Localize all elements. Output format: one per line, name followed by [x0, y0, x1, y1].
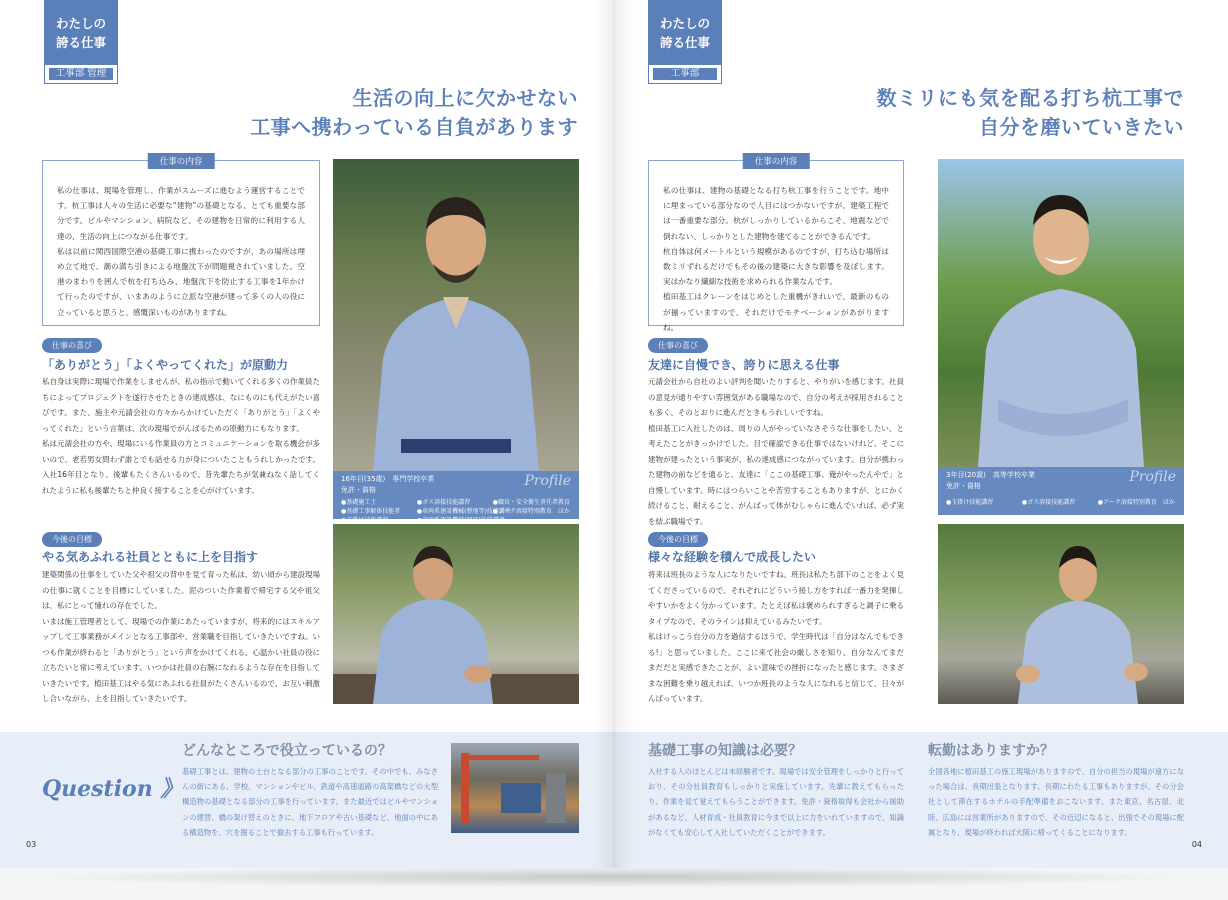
qualification-item: ●ガス溶接技能講習: [416, 499, 471, 506]
left-page: [0, 0, 614, 868]
qualification-list: [938, 492, 1184, 507]
profile-license-heading: 免許・資格: [946, 482, 981, 490]
qualification-item: ●ガス溶接技能講習: [1021, 499, 1076, 506]
qualification-item: ●アーク溶接特別教育 ほか: [492, 508, 570, 515]
profile-career: 16年目(35歳) 専門学校卒業: [341, 475, 435, 483]
work-content-text: 私の仕事は、建物の基礎となる打ち杭工事を行うことです。地中に埋まっている部分なので人目にはつかないですが、建築工程では一番重要な部分。杭がしっかりしているからこそ、地震などで倒れない、しっかりとした建物を建てることができるんです。 杭自体は何メートルという規模があるのですが、打ち込む場所は数ミリずれるだけでもその後の建築に大きな影響を及ぼします。実はかなり繊細な技術を求められる作業なんです。 植田基工はクレーンをはじめとした重機がきれいで、最新のものが揃っていますので、それだけでモチベーションがあがりますね。: [663, 186, 889, 332]
page-headline: [250, 84, 578, 142]
crane-illustration: [451, 743, 579, 833]
profile-word: Profile: [1129, 469, 1176, 485]
seated-worker-illustration: [333, 524, 579, 704]
goal-heading: やる気あふれる社員とともに上を目指す: [42, 550, 259, 564]
seated-worker-illustration: [938, 524, 1184, 704]
work-content-box: [648, 157, 904, 332]
department-label: 工事部: [653, 68, 717, 80]
page-number: 03: [26, 840, 37, 849]
work-content-label: 仕事の内容: [743, 153, 810, 169]
goal-pill: 今後の目標: [648, 532, 708, 547]
qualification-item: ●アーク溶接特別教育 ほか: [1097, 499, 1175, 506]
worker-figure-illustration: [938, 159, 1184, 467]
profile-career: 3年目(20歳) 高等学校卒業: [946, 471, 1035, 479]
goal-heading: 様々な経験を積んで成長したい: [648, 550, 817, 564]
question-title: 基礎工事の知識は必要？: [648, 743, 802, 759]
qualification-item: ●車両系建設機械(解体)技能講習: [416, 517, 505, 524]
profile-panel: [938, 467, 1184, 515]
joy-text: 元請会社から自社のよい評判を聞いたりすると、やりがいを感じます。社員の意見が通りやすい雰囲気がある職場なので、自分の考えが採用されることも多く、そのとおりに進んだときもうれしいですね。 植田基工に入社したのは、周りの人がやっていなさそうな仕事をしたい、と考えたことがきっかけでした。目で確認できる仕事ではないけれど、そこに建物が建ったという事実が、私の達成感につながっています。自分が携わった建物の前などを通ると、友達に「ここの基礎工事、俺がやったんやで」と自慢しています。時にはつらいことや苦労することもありますが、とにかく続けること、耐えること、がんばって体がむしゃらに進んでいれば、必ず実を結ぶ職場です。: [648, 377, 904, 526]
goal-text: 将来は班長のような人になりたいですね。班長は私たち部下のことをよく見てくださっているので、それぞれにどういう接し方をすれば一番力を発揮しやすいかをよく分かっています。たとえば私は褒められすぎると調子に乗るタイプなので、そのラインは抑えているみたいです。 私はけっこう自分の力を過信するほうで、学生時代は「自分はなんでもできる!」と思っていました。ここに来て社会の厳しさを知り、自分なんてまだまだだと実感できたことが、よい意味での挫折になったと感じます。さまざまな困難を乗り越えれば、いつか班長のような人になれると信じて、日々がんばっています。: [648, 570, 904, 703]
question-title: どんなところで役立っているの？: [182, 743, 392, 759]
department-label: 工事部 管理: [49, 68, 113, 80]
joy-heading: 友達に自慢でき、誇りに思える仕事: [648, 358, 840, 372]
section-tab: わたしの 誇る仕事: [44, 0, 118, 64]
qualification-item: ●車両系建設機械(整地等)技能講習: [416, 508, 511, 515]
headline-line-1: 生活の向上に欠かせない: [352, 86, 578, 110]
joy-text: 私自身は実際に現場で作業をしませんが、私の指示で動いてくれる多くの作業員たちによってプロジェクトを遂行させたときの達成感は、なにものにも代えがたい喜びです。また、施主や元請会社の方々からかけていただく「ありがとう」「よくやってくれた」という言葉は、次の現場でがんばるための原動力にもなります。 私は元請会社の方や、現場にいる作業員の方とコミュニケーションを取る機会が多いので、老若男女問わず誰とでも話せる力が身についたこともうれしかったです。入社16年目となり、後輩もたくさんいるので、昔先輩たちが気兼ねなく話してくれたように私も後輩たちと仲良く接することを心がけています。: [42, 377, 320, 495]
goal-text: 建築関係の仕事をしていた父や祖父の背中を見て育った私は、幼い頃から建設現場の仕事に就くことを目標にしていました。泥のついた作業着で帰宅する父や祖父は、私にとって憧れの存在でした。 いまは施工管理者として、現場での作業にあたっていますが、将来的にはスキルアップして工事業務がメインとなる工事部や、営業職を目指していきたいですね。いつも作業が終わると「ありがとう」という声をかけてくれる、心温かい社員の役に立ちたいと常に考えています。いつかは社員の右腕になれるような存在を目指していきたいです。植田基工はやる気にあふれる社員がたくさんいるので、お互い刺激し合いながら、上を目指していきたいです。: [42, 570, 320, 703]
section-tab: わたしの 誇る仕事: [648, 0, 722, 64]
profile-license-heading: 免許・資格: [341, 486, 376, 494]
qualification-item: ●基礎工事解体技能者: [341, 508, 401, 515]
joy-pill: 仕事の喜び: [648, 338, 708, 353]
goal-pill: 今後の目標: [42, 532, 102, 547]
question-answer: 基礎工事とは、建物の土台となる部分の工事のことです。その中でも、みなさんの街にある、学校、マンションやビル、鉄道や高速道路の高架橋などの大型構造物の基礎となる部分の工事を行っています。また最近ではビルやマンションの建替、橋の架け替えのときに、地下フロアや古い基礎など、地面の中にある構造物を、穴を掘ることで撤去する工事も行っています。: [182, 767, 438, 837]
qualification-item: ●玉掛け技能講習: [341, 517, 389, 524]
interview-photo: [333, 524, 579, 704]
department-tag: [44, 64, 118, 84]
department-tag: [648, 64, 722, 84]
page-number: 04: [1191, 840, 1202, 849]
construction-site-photo: [451, 743, 579, 833]
portrait-photo: [333, 159, 579, 471]
work-content-text: 私の仕事は、現場を管理し、作業がスムーズに進むよう運営することです。杭工事は人々の生活に必要な“建物”の基礎となる、とても重要な部分です。ビルやマンション、病院など、その建物を日常的に利用する人達の、生活の向上につながる仕事です。 私は以前に関西国際空港の基礎工事に携わったのですが、あの場所は埋め立て地で、潮の満ち引きによる地盤沈下が問題視されていました。空港のまわりを囲んで杭を打ち込み、地盤沈下を防止する工事を1年かけて行ったのですが、いまあのように立派な空港が建って多くの人の役に立っていると思うと、感慨深いものがありますね。: [57, 186, 305, 317]
right-page: [614, 0, 1228, 868]
page-headline: [877, 84, 1185, 142]
question-answer: 入社する人のほとんどは未経験者です。現場では安全管理をしっかりと行っており、その分社員教育もしっかりと実施しています。先輩に教えてもらったり、作業を見て覚えてもらうことができます。免許・資格取得も会社から援助があるなど、人材育成・社員教育に今まで以上に力をいれていますので、知識がなくても安心して入社していただくことができます。: [648, 767, 904, 837]
interview-photo: [938, 524, 1184, 704]
joy-pill: 仕事の喜び: [42, 338, 102, 353]
portrait-photo: [938, 159, 1184, 467]
qualification-item: ●玉掛け技能講習: [946, 499, 994, 506]
work-content-box: [42, 157, 320, 326]
question-answer: 全国各地に植田基工の施工現場がありますので、自分の担当の現場が遠方になった場合は、長期出張となります。長期にわたる工事もありますが、その分会社として滞在するホテルの手配準備をおこないます。また東京、名古屋、北陸、広島には営業所がありますので、その近辺になると、出張でその現場に配属となり、現場が終われば大阪に帰ってくることになります。: [928, 767, 1184, 837]
qualification-item: ●基礎施工士: [341, 499, 377, 506]
joy-heading: 「ありがとう」「よくやってくれた」が原動力: [42, 358, 289, 372]
qualification-item: ●職長・安全衛生責任者教育: [492, 499, 571, 506]
headline-line-1: 数ミリにも気を配る打ち杭工事で: [876, 86, 1184, 110]
profile-word: Profile: [524, 473, 571, 489]
qualification-list: [333, 496, 579, 525]
question-title: 転勤はありますか？: [928, 743, 1054, 759]
work-content-label: 仕事の内容: [148, 153, 215, 169]
question-word: Question 》: [42, 776, 183, 802]
headline-line-2: 自分を磨いていきたい: [979, 115, 1184, 139]
worker-figure-illustration: [333, 159, 579, 471]
profile-panel: [333, 471, 579, 524]
headline-line-2: 工事へ携わっている自負があります: [250, 115, 578, 139]
